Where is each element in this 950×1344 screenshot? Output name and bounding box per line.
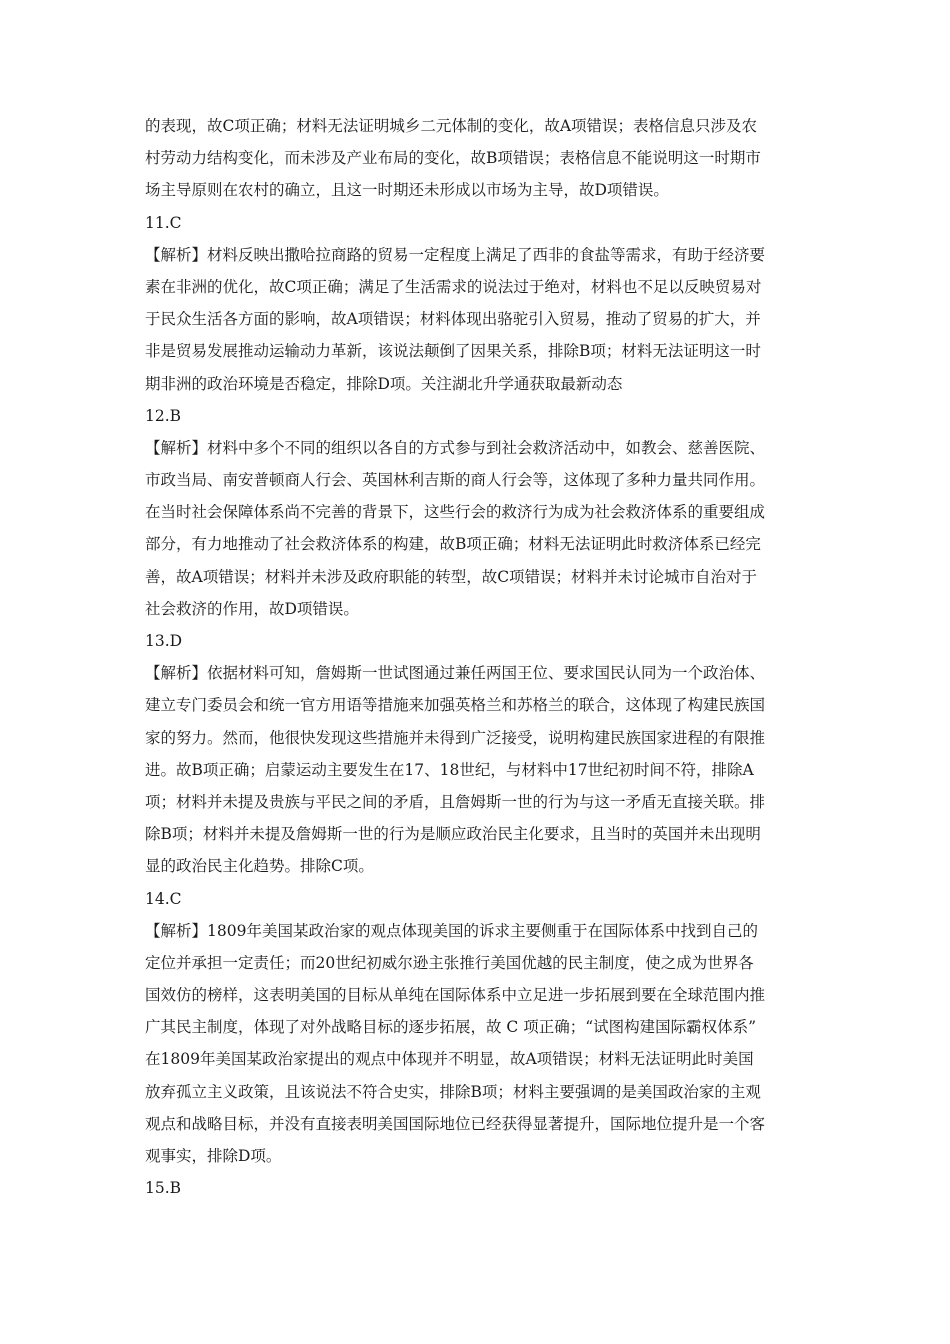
text-line: 国效仿的榜样，这表明美国的目标从单纯在国际体系中立足进一步拓展到要在全球范围内推	[145, 986, 766, 1005]
question-11	[145, 207, 809, 400]
text-line: 进。故B项正确；启蒙运动主要发生在17、18世纪，与材料中17世纪初时间不符，排除A	[145, 760, 754, 779]
text-line: 善，故A项错误；材料并未涉及政府职能的转型，故C项错误；材料并未讨论城市自治对于	[145, 567, 758, 586]
text-line: 在1809年美国某政治家提出的观点中体现并不明显，故A项错误；材料无法证明此时美国	[145, 1050, 754, 1069]
text-line: 放弃孤立主义政策，且该说法不符合史实，排除B项；材料主要强调的是美国政治家的主观	[145, 1082, 761, 1101]
answer-label: 12.B	[145, 406, 182, 425]
text-line: 部分，有力地推动了社会救济体系的构建，故B项正确；材料无法证明此时救济体系已经完	[145, 535, 761, 554]
text-line: 家的努力。然而，他很快发现这些措施并未得到广泛接受，说明构建民族国家进程的有限推	[145, 728, 766, 747]
text-line: 【解析】材料反映出撒哈拉商路的贸易一定程度上满足了西非的食盐等需求，有助于经济要	[145, 245, 766, 264]
text-line: 社会救济的作用，故D项错误。	[145, 599, 359, 618]
question-12	[145, 400, 809, 625]
prev-question-tail	[145, 110, 809, 207]
text-line: 村劳动力结构变化，而未涉及产业布局的变化，故B项错误；表格信息不能说明这一时期市	[145, 149, 761, 168]
question-13	[145, 625, 809, 883]
text-line: 定位并承担一定责任；而20世纪初威尔逊主张推行美国优越的民主制度，使之成为世界各	[145, 953, 754, 972]
text-line: 观点和战略目标，并没有直接表明美国国际地位已经获得显著提升，国际地位提升是一个客	[145, 1114, 766, 1133]
answer-label: 15.B	[145, 1179, 182, 1198]
text-line: 在当时社会保障体系尚不完善的背景下，这些行会的救济行为成为社会救济体系的重要组成	[145, 503, 766, 522]
text-line: 除B项；材料并未提及詹姆斯一世的行为是顺应政治民主化要求，且当时的英国并未出现明	[145, 825, 761, 844]
text-line: 显的政治民主化趋势。排除C项。	[145, 857, 374, 876]
answer-label: 11.C	[145, 213, 182, 232]
text-line: 场主导原则在农村的确立，且这一时期还未形成以市场为主导，故D项错误。	[145, 181, 669, 200]
text-line: 【解析】材料中多个不同的组织以各自的方式参与到社会救济活动中，如教会、慈善医院、	[145, 438, 766, 457]
text-line: 【解析】1809年美国某政治家的观点体现美国的诉求主要侧重于在国际体系中找到自己的	[145, 921, 758, 940]
text-line: 非是贸易发展推动运输动力革新，该说法颠倒了因果关系，排除B项；材料无法证明这一时	[145, 342, 761, 361]
text-line: 建立专门委员会和统一官方用语等措施来加强英格兰和苏格兰的联合，这体现了构建民族国	[145, 696, 766, 715]
answer-explanations	[145, 110, 809, 1204]
text-line: 【解析】依据材料可知，詹姆斯一世试图通过兼任两国王位、要求国民认同为一个政治体、	[145, 664, 766, 683]
text-line: 于民众生活各方面的影响，故A项错误；材料体现出骆驼引入贸易，推动了贸易的扩大，并	[145, 310, 761, 329]
text-line: 广其民主制度，体现了对外战略目标的逐步拓展，故 C 项正确；“试图构建国际霸权体系”	[145, 1018, 757, 1037]
text-line: 市政当局、南安普顿商人行会、英国林利吉斯的商人行会等，这体现了多种力量共同作用。	[145, 471, 766, 490]
text-line: 观事实，排除D项。	[145, 1147, 282, 1165]
text-line: 的表现，故C项正确；材料无法证明城乡二元体制的变化，故A项错误；表格信息只涉及农	[145, 117, 758, 135]
answer-label: 14.C	[145, 889, 182, 908]
question-14	[145, 883, 809, 1173]
text-line: 项；材料并未提及贵族与平民之间的矛盾，且詹姆斯一世的行为与这一矛盾无直接关联。排	[145, 792, 766, 811]
answer-label: 13.D	[145, 632, 183, 650]
question-15	[145, 1172, 809, 1204]
text-line: 期非洲的政治环境是否稳定，排除D项。关注湖北升学通获取最新动态	[145, 374, 623, 393]
text-line: 素在非洲的优化，故C项正确；满足了生活需求的说法过于绝对，材料也不足以反映贸易对	[145, 277, 762, 296]
